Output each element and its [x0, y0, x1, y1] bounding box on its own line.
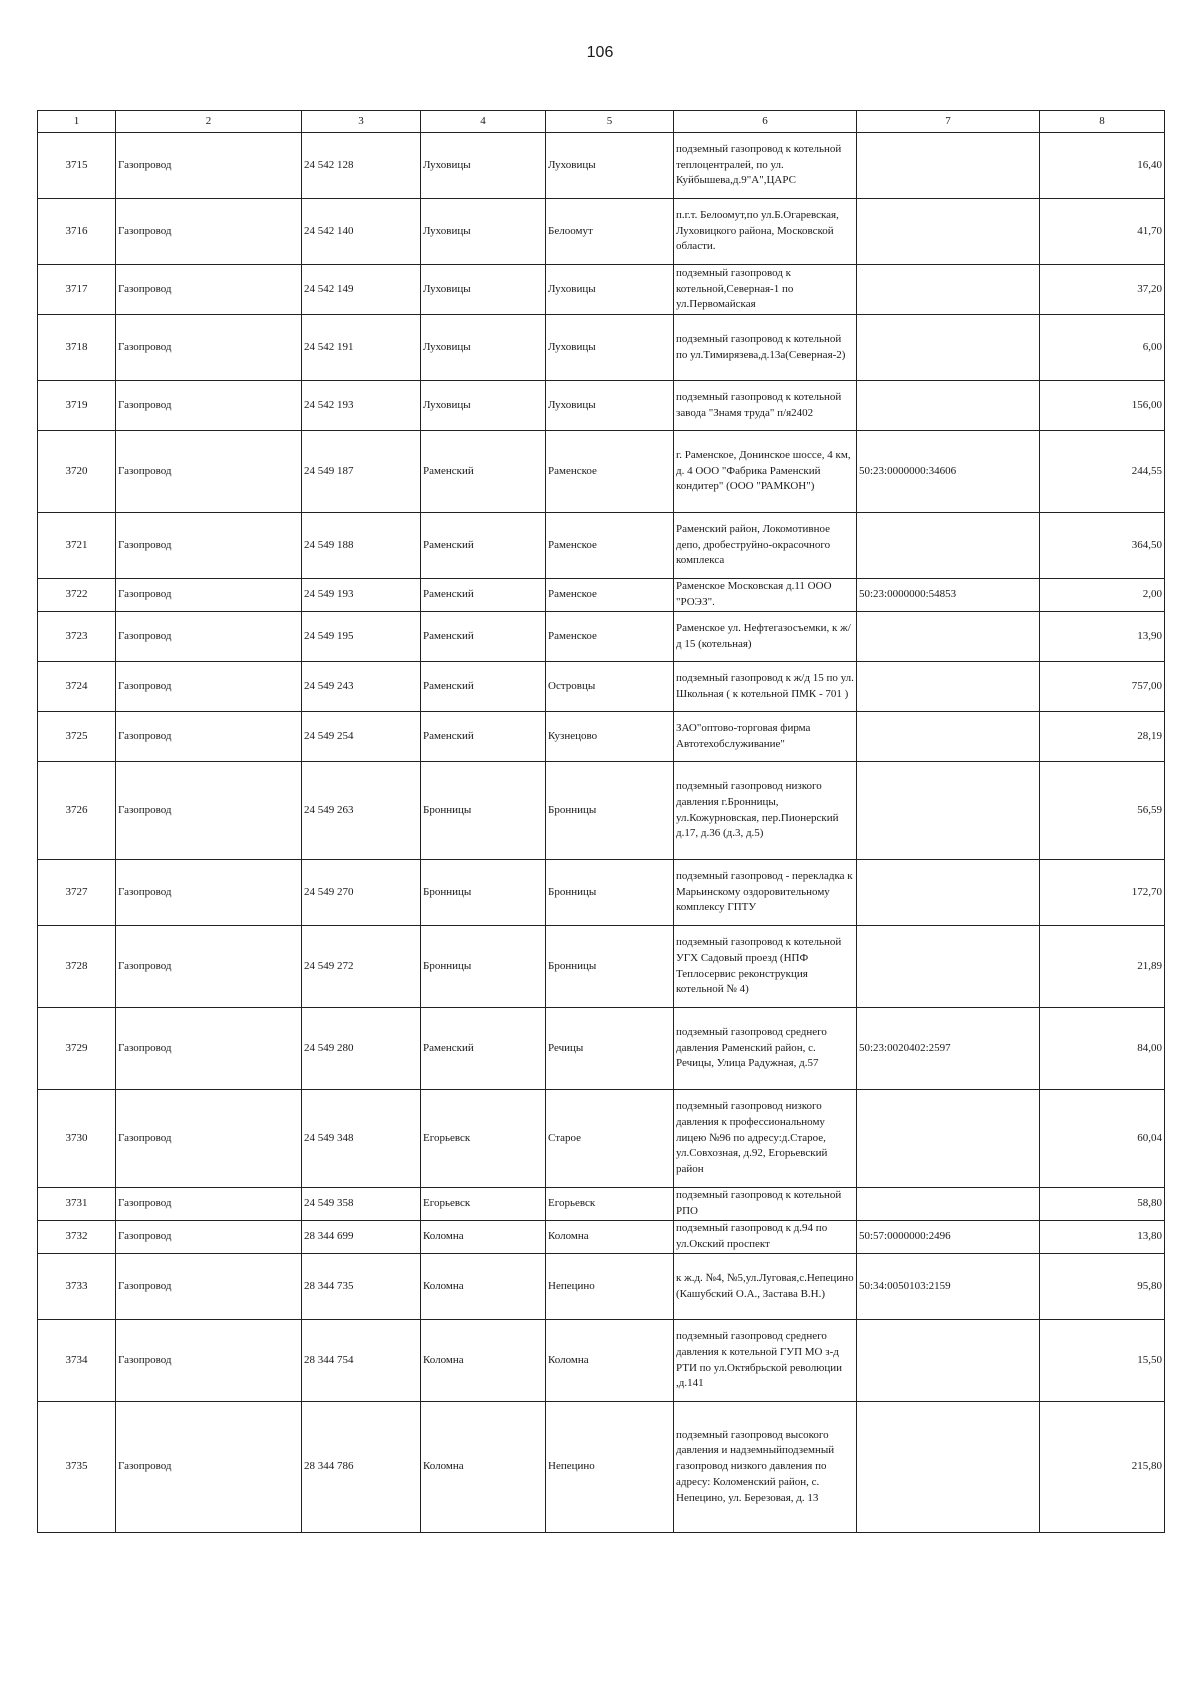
object-description: Раменский район, Локомотивное депо, дробеструйно-окрасочного комплекса — [674, 513, 857, 579]
object-description: подземный газопровод к котельной завода "Знамя труда" п/я2402 — [674, 381, 857, 431]
length-value: 84,00 — [1040, 1008, 1165, 1090]
object-description: Раменское ул. Нефтегазосъемки, к ж/д 15 (котельная) — [674, 612, 857, 662]
object-description: подземный газопровод к ж/д 15 по ул. Школьная ( к котельной ПМК - 701 ) — [674, 662, 857, 712]
district-name: Коломна — [421, 1254, 546, 1320]
object-name: Газопровод — [116, 662, 302, 712]
column-header: 1 — [38, 111, 116, 133]
cadastral-number — [857, 133, 1040, 199]
cadastral-number — [857, 926, 1040, 1008]
table-row — [38, 762, 1165, 860]
cadastral-number — [857, 762, 1040, 860]
object-name: Газопровод — [116, 1402, 302, 1533]
object-code: 24 549 272 — [302, 926, 421, 1008]
object-code: 24 549 270 — [302, 860, 421, 926]
table-row — [38, 1221, 1165, 1254]
cadastral-number — [857, 265, 1040, 315]
cadastral-number: 50:34:0050103:2159 — [857, 1254, 1040, 1320]
object-code: 24 549 193 — [302, 579, 421, 612]
district-name: Бронницы — [421, 762, 546, 860]
object-code: 24 549 263 — [302, 762, 421, 860]
length-value: 244,55 — [1040, 431, 1165, 513]
locality-name: Егорьевск — [546, 1188, 674, 1221]
table-row — [38, 315, 1165, 381]
object-code: 24 549 187 — [302, 431, 421, 513]
row-number: 3717 — [38, 265, 116, 315]
object-description: подземный газопровод к котельной теплоцентралей, по ул. Куйбышева,д.9"А",ЦАРС — [674, 133, 857, 199]
object-code: 24 549 188 — [302, 513, 421, 579]
cadastral-number — [857, 712, 1040, 762]
table-row — [38, 712, 1165, 762]
cadastral-number: 50:57:0000000:2496 — [857, 1221, 1040, 1254]
cadastral-number: 50:23:0020402:2597 — [857, 1008, 1040, 1090]
object-code: 28 344 754 — [302, 1320, 421, 1402]
table-row — [38, 1402, 1165, 1533]
column-header: 7 — [857, 111, 1040, 133]
row-number: 3723 — [38, 612, 116, 662]
length-value: 21,89 — [1040, 926, 1165, 1008]
object-name: Газопровод — [116, 513, 302, 579]
column-header: 2 — [116, 111, 302, 133]
row-number: 3730 — [38, 1090, 116, 1188]
object-name: Газопровод — [116, 1254, 302, 1320]
object-description: подземный газопровод к котельной,Северная-1 по ул.Первомайская — [674, 265, 857, 315]
district-name: Луховицы — [421, 133, 546, 199]
object-code: 24 549 358 — [302, 1188, 421, 1221]
length-value: 60,04 — [1040, 1090, 1165, 1188]
district-name: Бронницы — [421, 860, 546, 926]
district-name: Коломна — [421, 1221, 546, 1254]
object-name: Газопровод — [116, 612, 302, 662]
table-row — [38, 513, 1165, 579]
locality-name: Непецино — [546, 1402, 674, 1533]
district-name: Коломна — [421, 1320, 546, 1402]
row-number: 3719 — [38, 381, 116, 431]
column-header: 5 — [546, 111, 674, 133]
length-value: 37,20 — [1040, 265, 1165, 315]
object-name: Газопровод — [116, 1221, 302, 1254]
table-row — [38, 662, 1165, 712]
object-code: 24 549 348 — [302, 1090, 421, 1188]
locality-name: Речицы — [546, 1008, 674, 1090]
cadastral-number — [857, 315, 1040, 381]
locality-name: Луховицы — [546, 315, 674, 381]
table-row — [38, 431, 1165, 513]
object-code: 24 549 280 — [302, 1008, 421, 1090]
locality-name: Раменское — [546, 612, 674, 662]
length-value: 156,00 — [1040, 381, 1165, 431]
district-name: Коломна — [421, 1402, 546, 1533]
object-name: Газопровод — [116, 381, 302, 431]
row-number: 3729 — [38, 1008, 116, 1090]
column-header: 3 — [302, 111, 421, 133]
table-row — [38, 612, 1165, 662]
object-description: г. Раменское, Донинское шоссе, 4 км, д. 4 ООО "Фабрика Раменский кондитер" (ООО "РАМКОН") — [674, 431, 857, 513]
registry-table — [37, 110, 1165, 1533]
object-name: Газопровод — [116, 265, 302, 315]
district-name: Егорьевск — [421, 1188, 546, 1221]
object-description: подземный газопровод высокого давления и надземныйподземный газопровод низкого давления по адресу: Коломенский район, с. Непецино, ул. Березовая, д. 13 — [674, 1402, 857, 1533]
object-code: 24 542 128 — [302, 133, 421, 199]
table-row — [38, 1188, 1165, 1221]
row-number: 3735 — [38, 1402, 116, 1533]
row-number: 3732 — [38, 1221, 116, 1254]
district-name: Раменский — [421, 662, 546, 712]
cadastral-number — [857, 612, 1040, 662]
district-name: Луховицы — [421, 315, 546, 381]
table-row — [38, 1090, 1165, 1188]
row-number: 3734 — [38, 1320, 116, 1402]
row-number: 3720 — [38, 431, 116, 513]
object-name: Газопровод — [116, 431, 302, 513]
row-number: 3718 — [38, 315, 116, 381]
cadastral-number: 50:23:0000000:34606 — [857, 431, 1040, 513]
locality-name: Коломна — [546, 1320, 674, 1402]
object-description: подземный газопровод к д.94 по ул.Окский проспект — [674, 1221, 857, 1254]
object-name: Газопровод — [116, 860, 302, 926]
object-name: Газопровод — [116, 926, 302, 1008]
object-description: Раменское Московская д.11 ООО "РОЭЗ". — [674, 579, 857, 612]
locality-name: Раменское — [546, 513, 674, 579]
table-row — [38, 579, 1165, 612]
object-code: 24 542 191 — [302, 315, 421, 381]
row-number: 3731 — [38, 1188, 116, 1221]
object-code: 24 542 140 — [302, 199, 421, 265]
locality-name: Бронницы — [546, 762, 674, 860]
object-name: Газопровод — [116, 712, 302, 762]
table-row — [38, 1008, 1165, 1090]
table-row — [38, 1254, 1165, 1320]
length-value: 16,40 — [1040, 133, 1165, 199]
length-value: 15,50 — [1040, 1320, 1165, 1402]
cadastral-number: 50:23:0000000:54853 — [857, 579, 1040, 612]
row-number: 3733 — [38, 1254, 116, 1320]
district-name: Бронницы — [421, 926, 546, 1008]
cadastral-number — [857, 199, 1040, 265]
cadastral-number — [857, 1090, 1040, 1188]
row-number: 3724 — [38, 662, 116, 712]
object-name: Газопровод — [116, 1320, 302, 1402]
locality-name: Луховицы — [546, 265, 674, 315]
locality-name: Старое — [546, 1090, 674, 1188]
row-number: 3722 — [38, 579, 116, 612]
row-number: 3715 — [38, 133, 116, 199]
locality-name: Луховицы — [546, 381, 674, 431]
locality-name: Бронницы — [546, 860, 674, 926]
locality-name: Коломна — [546, 1221, 674, 1254]
district-name: Раменский — [421, 431, 546, 513]
object-description: подземный газопровод низкого давления г.Бронницы, ул.Кожурновская, пер.Пионерский д.17, д.36 (д.3, д.5) — [674, 762, 857, 860]
district-name: Луховицы — [421, 265, 546, 315]
object-code: 24 549 243 — [302, 662, 421, 712]
table-row — [38, 1320, 1165, 1402]
object-name: Газопровод — [116, 579, 302, 612]
row-number: 3727 — [38, 860, 116, 926]
row-number: 3725 — [38, 712, 116, 762]
column-header: 8 — [1040, 111, 1165, 133]
object-name: Газопровод — [116, 315, 302, 381]
object-code: 28 344 735 — [302, 1254, 421, 1320]
object-description: подземный газопровод среднего давления Раменский район, с. Речицы, Улица Радужная, д.57 — [674, 1008, 857, 1090]
object-name: Газопровод — [116, 1008, 302, 1090]
object-code: 24 542 193 — [302, 381, 421, 431]
length-value: 6,00 — [1040, 315, 1165, 381]
object-description: подземный газопровод среднего давления к котельной ГУП МО з-д РТИ по ул.Октябрьской революции ,д.141 — [674, 1320, 857, 1402]
object-description: подземный газопровод к котельной по ул.Тимирязева,д.13а(Северная-2) — [674, 315, 857, 381]
length-value: 2,00 — [1040, 579, 1165, 612]
object-code: 28 344 699 — [302, 1221, 421, 1254]
object-code: 28 344 786 — [302, 1402, 421, 1533]
object-code: 24 549 195 — [302, 612, 421, 662]
table-row — [38, 199, 1165, 265]
length-value: 215,80 — [1040, 1402, 1165, 1533]
object-name: Газопровод — [116, 199, 302, 265]
locality-name: Раменское — [546, 579, 674, 612]
row-number: 3726 — [38, 762, 116, 860]
object-description: подземный газопровод к котельной УГХ Садовый проезд (НПФ Теплосервис реконструкция котельной № 4) — [674, 926, 857, 1008]
object-description: подземный газопровод к котельной РПО — [674, 1188, 857, 1221]
cadastral-number — [857, 1188, 1040, 1221]
object-description: ЗАО"оптово-торговая фирма Автотехобслуживание" — [674, 712, 857, 762]
table-row — [38, 265, 1165, 315]
locality-name: Кузнецово — [546, 712, 674, 762]
length-value: 41,70 — [1040, 199, 1165, 265]
object-name: Газопровод — [116, 1188, 302, 1221]
district-name: Раменский — [421, 612, 546, 662]
length-value: 58,80 — [1040, 1188, 1165, 1221]
column-header-row — [38, 111, 1165, 133]
table-row — [38, 860, 1165, 926]
table-row — [38, 381, 1165, 431]
table-row — [38, 926, 1165, 1008]
length-value: 95,80 — [1040, 1254, 1165, 1320]
locality-name: Бронницы — [546, 926, 674, 1008]
object-description: к ж.д. №4, №5,ул.Луговая,с.Непецино (Кашубский О.А., Застава В.Н.) — [674, 1254, 857, 1320]
district-name: Раменский — [421, 579, 546, 612]
district-name: Луховицы — [421, 381, 546, 431]
district-name: Луховицы — [421, 199, 546, 265]
cadastral-number — [857, 381, 1040, 431]
row-number: 3728 — [38, 926, 116, 1008]
object-name: Газопровод — [116, 133, 302, 199]
district-name: Егорьевск — [421, 1090, 546, 1188]
row-number: 3716 — [38, 199, 116, 265]
locality-name: Луховицы — [546, 133, 674, 199]
table-row — [38, 133, 1165, 199]
cadastral-number — [857, 1402, 1040, 1533]
row-number: 3721 — [38, 513, 116, 579]
length-value: 364,50 — [1040, 513, 1165, 579]
locality-name: Непецино — [546, 1254, 674, 1320]
column-header: 6 — [674, 111, 857, 133]
object-code: 24 549 254 — [302, 712, 421, 762]
page-number: 106 — [586, 44, 614, 61]
object-name: Газопровод — [116, 1090, 302, 1188]
object-description: подземный газопровод - перекладка к Марьинскому оздоровительному комплексу ГПТУ — [674, 860, 857, 926]
cadastral-number — [857, 513, 1040, 579]
district-name: Раменский — [421, 712, 546, 762]
length-value: 28,19 — [1040, 712, 1165, 762]
registry-body — [38, 133, 1165, 1533]
cadastral-number — [857, 1320, 1040, 1402]
object-name: Газопровод — [116, 762, 302, 860]
cadastral-number — [857, 860, 1040, 926]
district-name: Раменский — [421, 1008, 546, 1090]
length-value: 13,80 — [1040, 1221, 1165, 1254]
length-value: 56,59 — [1040, 762, 1165, 860]
object-description: п.г.т. Белоомут,по ул.Б.Огаревская, Луховицкого района, Московской области. — [674, 199, 857, 265]
locality-name: Островцы — [546, 662, 674, 712]
object-code: 24 542 149 — [302, 265, 421, 315]
length-value: 172,70 — [1040, 860, 1165, 926]
object-description: подземный газопровод низкого давления к профессиональному лицею №96 по адресу:д.Старое, ул.Совхозная, д.92, Егорьевский район — [674, 1090, 857, 1188]
cadastral-number — [857, 662, 1040, 712]
district-name: Раменский — [421, 513, 546, 579]
length-value: 757,00 — [1040, 662, 1165, 712]
length-value: 13,90 — [1040, 612, 1165, 662]
locality-name: Белоомут — [546, 199, 674, 265]
column-header: 4 — [421, 111, 546, 133]
locality-name: Раменское — [546, 431, 674, 513]
